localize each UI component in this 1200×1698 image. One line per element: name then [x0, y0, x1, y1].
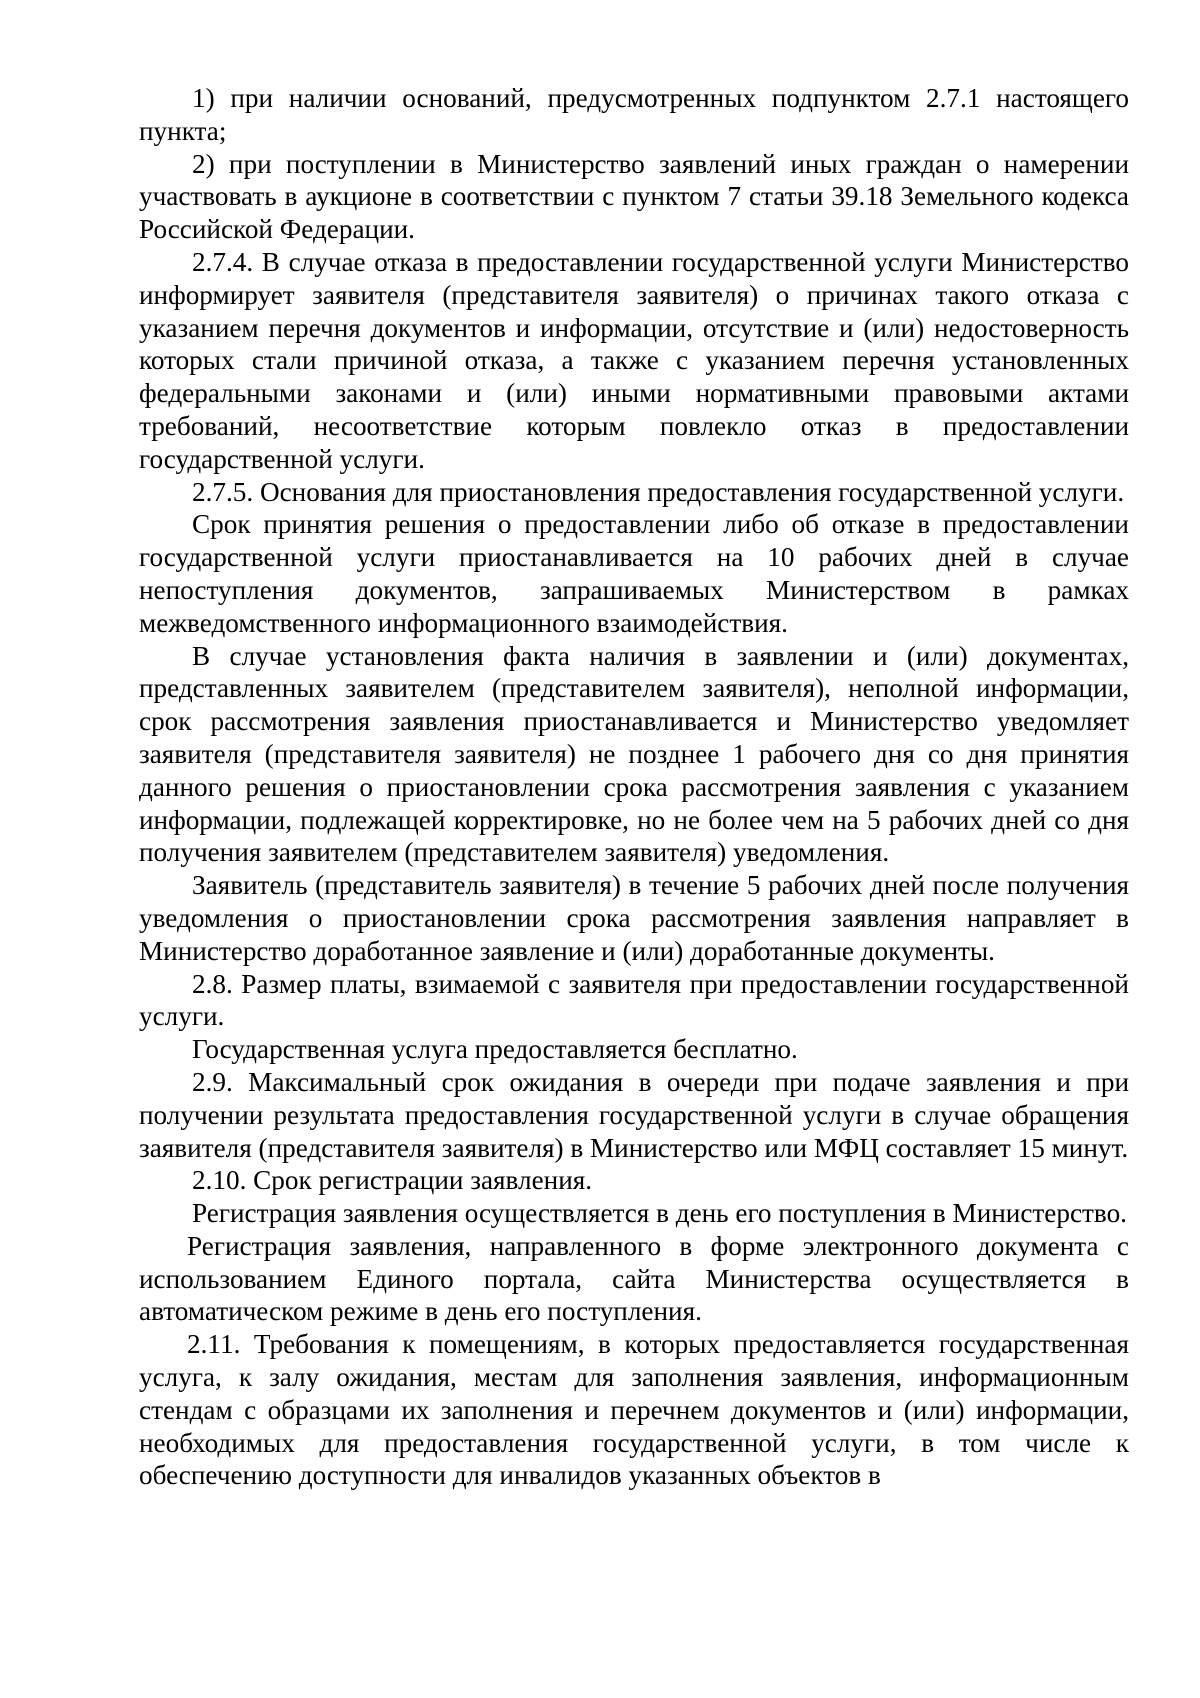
paragraph-electronic-registration: Регистрация заявления, направленного в форме электронного документа с использованием Единого портала, сайта Министерства осуществляется в автоматическом режиме в день его поступления.: [139, 1230, 1129, 1327]
paragraph-2-7-5: 2.7.5. Основания для приостановления предоставления государственной услуги.: [192, 476, 1125, 507]
paragraph-incomplete-info: В случае установления факта наличия в заявлении и (или) документах, представленных заявителем (представителем заявителя), неполной информации, срок рассмотрения заявления приостанавливается и Министерство уведомляет заявителя (представителя заявителя) не позднее 1 рабочего дня со дня принятия данного решения о приостановлении срока рассмотрения заявления с указанием информации, подлежащей корректировке, но не более чем на 5 рабочих дней со дня получения заявителем (представителем заявителя) уведомления.: [139, 640, 1129, 868]
paragraph-applicant-resubmission: Заявитель (представитель заявителя) в течение 5 рабочих дней после получения уведомления о приостановлении срока рассмотрения заявления направляет в Министерство доработанное заявление и (или) доработанные документы.: [139, 870, 1129, 966]
paragraph-2-10: 2.10. Срок регистрации заявления.: [192, 1165, 593, 1196]
paragraph-subitem-1: 1) при наличии оснований, предусмотренных подпунктом 2.7.1 настоящего пункта;: [139, 83, 1129, 146]
paragraph-suspension-term: Срок принятия решения о предоставлении либо об отказе в предоставлении государственной услуги приостанавливается на 10 рабочих дней в случае непоступления документов, запрашиваемых Министерством в рамках межведомственного информационного взаимодействия.: [139, 509, 1129, 638]
paragraph-2-11: 2.11. Требования к помещениям, в которых предоставляется государственная услуга, к залу ожидания, местам для заполнения заявления, информационным стендам с образцами их заполнения и перечнем документов и (или) информации, необходимых для предоставления государственной услуги, в том числе к обеспечению доступности для инвалидов указанных объектов в: [139, 1329, 1129, 1491]
paragraph-registration-day: Регистрация заявления осуществляется в день его поступления в Министерство.: [192, 1198, 1127, 1229]
document-body: [139, 82, 1129, 1492]
paragraph-2-9: 2.9. Максимальный срок ожидания в очереди при подаче заявления и при получении результата предоставления государственной услуги в случае обращения заявителя (представителя заявителя) в Министерство или МФЦ составляет 15 минут.: [139, 1066, 1129, 1163]
paragraph-subitem-2: 2) при поступлении в Министерство заявлений иных граждан о намерении участвовать в аукционе в соответствии с пунктом 7 статьи 39.18 Земельного кодекса Российской Федерации.: [139, 148, 1129, 245]
paragraph-2-8: 2.8. Размер платы, взимаемой с заявителя при предоставлении государственной услуги.: [139, 968, 1129, 1032]
paragraph-free-of-charge: Государственная услуга предоставляется бесплатно.: [192, 1034, 798, 1065]
paragraph-2-7-4: 2.7.4. В случае отказа в предоставлении государственной услуги Министерство информирует заявителя (представителя заявителя) о причинах такого отказа с указанием перечня документов и информации, отсутствие и (или) недостоверность которых стали причиной отказа, а также с указанием перечня установленных федеральными законами и (или) иными нормативными правовыми актами требований, несоответствие которым повлекло отказ в предоставлении государственной услуги.: [139, 246, 1129, 474]
